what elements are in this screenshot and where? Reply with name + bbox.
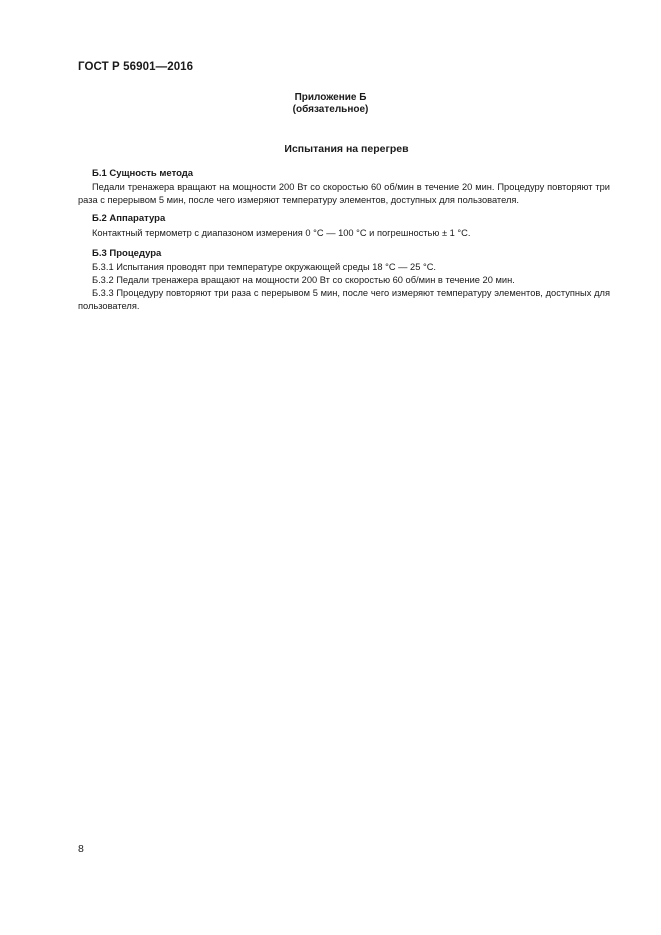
page-number: 8 [78, 843, 84, 855]
paragraph-b3-3: Б.3.3 Процедуру повторяют три раза с перерывом 5 мин, после чего измеряют температуру элементов, доступных для пользователя. [78, 288, 610, 311]
document-id: ГОСТ Р 56901—2016 [78, 61, 194, 73]
paragraph-b3-1: Б.3.1 Испытания проводят при температуре окружающей среды 18 °С — 25 °С. [92, 262, 436, 272]
heading-b3: Б.3 Процедура [92, 248, 162, 259]
paragraph-b2: Контактный термометр с диапазоном измерения 0 °С — 100 °С и погрешностью ± 1 °С. [92, 228, 471, 238]
annex-status: (обязательное) [292, 104, 369, 115]
paragraph-b1: Педали тренажера вращают на мощности 200 Вт со скоростью 60 об/мин в течение 20 мин. Процедуру повторяют три раза с перерывом 5 мин, после чего измеряют температуру элементов, доступных для пользователя. [78, 182, 610, 205]
section-title: Испытания на перегрев [284, 143, 409, 155]
heading-b1: Б.1 Сущность метода [92, 168, 194, 179]
annex-title: Приложение Б [294, 92, 367, 103]
paragraph-b3-2: Б.3.2 Педали тренажера вращают на мощности 200 Вт со скоростью 60 об/мин в течение 20 мин. [92, 275, 515, 285]
heading-b2: Б.2 Аппаратура [92, 213, 166, 224]
